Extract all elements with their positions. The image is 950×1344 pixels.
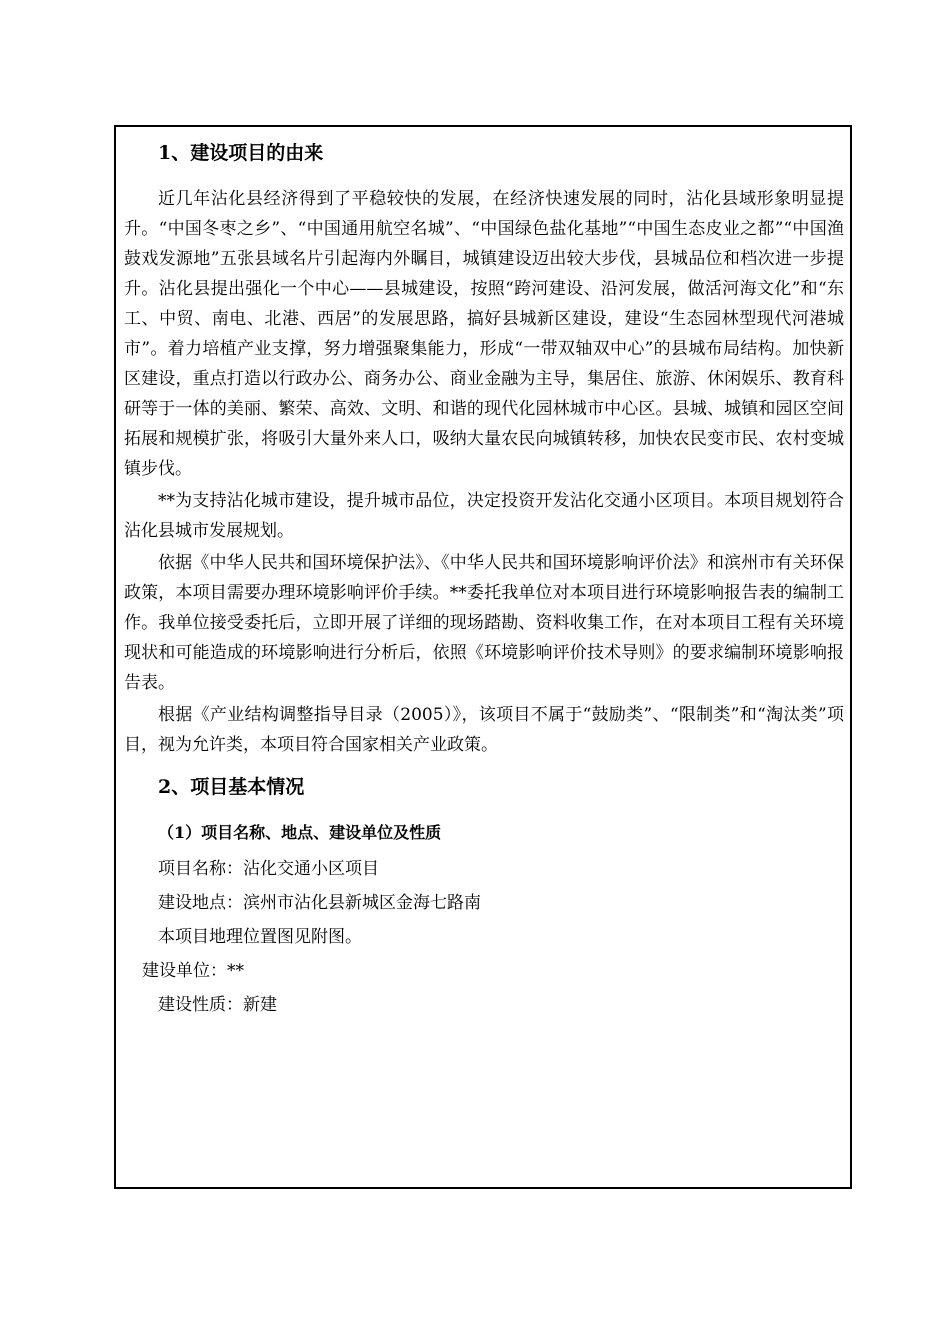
section-2-heading: 2、项目基本情况 <box>158 776 305 798</box>
map-note-line: 本项目地理位置图见附图。 <box>158 927 362 947</box>
nature-line: 建设性质：新建 <box>158 995 277 1015</box>
paragraph-investment: **为支持沾化城市建设，提升城市品位，决定投资开发沾化交通小区项目。本项目规划符合沾化县城市发展规划。 <box>124 491 844 541</box>
paragraph-industry-policy: 根据《产业结构调整指导目录（2005）》，该项目不属于“鼓励类”、“限制类”和“淘汰类”项目，视为允许类，本项目符合国家相关产业政策。 <box>124 705 844 755</box>
document-content <box>124 138 844 1020</box>
paragraph-legal-basis: 依据《中华人民共和国环境保护法》、《中华人民共和国环境影响评价法》和滨州市有关环保政策，本项目需要办理环境影响评价手续。**委托我单位对本项目进行环境影响报告表的编制工作。我单位接受委托后，立即开展了详细的现场踏勘、资料收集工作，在对本项目工程有关环境现状和可能造成的环境影响进行分析后，依照《环境影响评价技术导则》的要求编制环境影响报告表。 <box>124 553 844 693</box>
paragraph-origin: 近几年沾化县经济得到了平稳较快的发展，在经济快速发展的同时，沾化县域形象明显提升。“中国冬枣之乡”、“中国通用航空名城”、“中国绿色盐化基地”“中国生态皮业之都”“中国渔鼓戏发源地”五张县域名片引起海内外瞩目，城镇建设迈出较大步伐，县城品位和档次进一步提升。沾化县提出强化一个中心——县城建设，按照“跨河建设、沿河发展，做活河海文化”和“东工、中贸、南电、北港、西居”的发展思路，搞好县城新区建设，建设“生态园林型现代河港城市”。着力培植产业支撑，努力增强聚集能力，形成“一带双轴双中心”的县城布局结构。加快新区建设，重点打造以行政办公、商务办公、商业金融为主导，集居住、旅游、休闲娱乐、教育科研等于一体的美丽、繁荣、高效、文明、和谐的现代化园林城市中心区。县城、城镇和园区空间拓展和规模扩张，将吸引大量外来人口，吸纳大量农民向城镇转移，加快农民变市民、农村变城镇步伐。 <box>124 189 844 479</box>
builder-line: 建设单位：** <box>142 961 244 981</box>
location-line: 建设地点：滨州市沾化县新城区金海七路南 <box>158 893 481 913</box>
section-1-heading: 1、建设项目的由来 <box>158 142 324 164</box>
project-name-line: 项目名称：沾化交通小区项目 <box>158 859 379 879</box>
subsection-1-heading: （1）项目名称、地点、建设单位及性质 <box>158 823 442 842</box>
